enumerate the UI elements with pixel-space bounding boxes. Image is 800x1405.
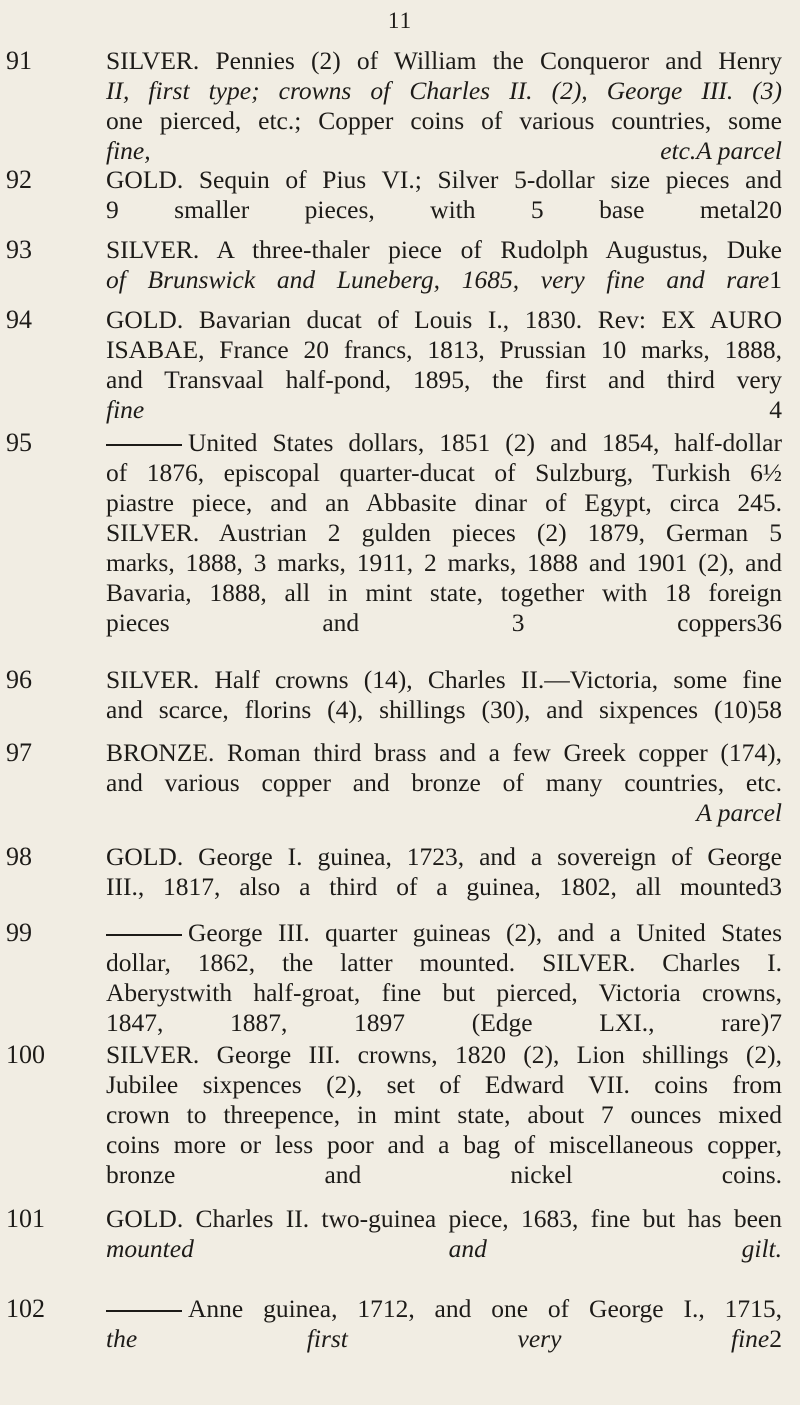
lot-number: 98	[6, 842, 32, 871]
ditto-dash	[106, 444, 182, 446]
lot-number: 96	[6, 665, 32, 694]
lot-description	[106, 1294, 782, 1354]
ditto-dash	[106, 1310, 182, 1312]
lot-quantity: 20	[756, 195, 782, 224]
lot-number: 95	[6, 428, 32, 457]
lot-line: GOLD. Bavarian ducat of Louis I., 1830. Rev: EX AURO	[106, 305, 782, 334]
lot-description	[106, 305, 782, 425]
page-number: 11	[387, 8, 413, 33]
lot-quantity: A parcel	[696, 798, 782, 827]
lot-line: Jubilee sixpences (2), set of Edward VII. coins from	[106, 1070, 782, 1099]
lot-line: one pierced, etc.; Copper coins of various countries, some	[106, 106, 782, 135]
lot-line: George III. quarter guineas (2), and a United States	[188, 918, 782, 947]
ditto-dash	[106, 934, 182, 936]
lot-line: of Brunswick and Luneberg, 1685, very fine and rare	[106, 265, 770, 294]
lot-description	[106, 918, 782, 1038]
lot-line: fine	[106, 395, 145, 424]
lot-line: SILVER. Austrian 2 gulden pieces (2) 1879, German 5	[106, 518, 782, 547]
lot-line: GOLD. Sequin of Pius VI.; Silver 5-dollar size pieces and	[106, 165, 782, 194]
lot-quantity: 7	[769, 1008, 782, 1037]
lot-line: II, first type; crowns of Charles II. (2), George III. (3)	[106, 76, 782, 105]
lot-line: III., 1817, also a third of a guinea, 1802, all mounted	[106, 872, 770, 901]
lot-line: ISABAE, France 20 francs, 1813, Prussian 10 marks, 1888,	[106, 335, 782, 364]
lot-line: crown to threepence, in mint state, about 7 ounces mixed	[106, 1100, 782, 1129]
lot-line: 9 smaller pieces, with 5 base metal	[106, 195, 757, 224]
lot-description	[106, 1204, 782, 1264]
lot-number: 93	[6, 235, 32, 264]
lot-line: SILVER. George III. crowns, 1820 (2), Lion shillings (2),	[106, 1040, 782, 1069]
lot-line: and Transvaal half-pond, 1895, the first and third very	[106, 365, 782, 394]
lot-quantity: 36	[756, 608, 782, 637]
lot-number: 100	[6, 1040, 45, 1069]
lot-line: fine, etc.	[106, 136, 697, 165]
lot-line: Aberystwith half-groat, fine but pierced, Victoria crowns,	[106, 978, 782, 1007]
lot-line: the first very fine	[106, 1324, 770, 1353]
lot-line: and scarce, florins (4), shillings (30), and sixpences (10)	[106, 695, 757, 724]
lot-line: Anne guinea, 1712, and one of George I., 1715,	[188, 1294, 782, 1323]
lot-quantity: 3	[769, 872, 782, 901]
lot-description	[106, 235, 782, 295]
lot-number: 101	[6, 1204, 45, 1233]
lot-line: dollar, 1862, the latter mounted. SILVER. Charles I.	[106, 948, 782, 977]
lot-description	[106, 738, 782, 828]
lot-quantity: A parcel	[696, 136, 782, 165]
lot-quantity: 1	[769, 265, 782, 294]
lot-line: coins more or less poor and a bag of miscellaneous copper,	[106, 1130, 782, 1159]
lot-line: and various copper and bronze of many countries, etc.	[106, 768, 782, 797]
lot-line: SILVER. A three-thaler piece of Rudolph Augustus, Duke	[106, 235, 782, 264]
lot-description	[106, 842, 782, 902]
lot-line: pieces and 3 coppers	[106, 608, 757, 637]
lot-quantity: 2	[769, 1324, 782, 1353]
lot-line: BRONZE. Roman third brass and a few Greek copper (174),	[106, 738, 782, 767]
lot-number: 91	[6, 46, 32, 75]
lot-line: GOLD. George I. guinea, 1723, and a sovereign of George	[106, 842, 782, 871]
lot-quantity: 58	[756, 695, 782, 724]
lot-line: marks, 1888, 3 marks, 1911, 2 marks, 1888 and 1901 (2), and	[106, 548, 782, 577]
lot-description	[106, 428, 782, 638]
lot-line: bronze and nickel coins.	[106, 1160, 782, 1189]
lot-description	[106, 1040, 782, 1190]
lot-quantity: 4	[769, 395, 782, 424]
lot-line: SILVER. Pennies (2) of William the Conqueror and Henry	[106, 46, 782, 75]
lot-line: mounted and gilt.	[106, 1234, 782, 1263]
lot-number: 99	[6, 918, 32, 947]
lot-line: United States dollars, 1851 (2) and 1854, half-dollar	[188, 428, 782, 457]
lot-number: 102	[6, 1294, 45, 1323]
lot-number: 97	[6, 738, 32, 767]
lot-line: SILVER. Half crowns (14), Charles II.—Victoria, some fine	[106, 665, 782, 694]
lot-line: 1847, 1887, 1897 (Edge LXI., rare)	[106, 1008, 770, 1037]
lot-description	[106, 46, 782, 166]
lot-line: GOLD. Charles II. two-guinea piece, 1683, fine but has been	[106, 1204, 782, 1233]
lot-line: of 1876, episcopal quarter-ducat of Sulzburg, Turkish 6½	[106, 458, 782, 487]
lot-line: piastre piece, and an Abbasite dinar of Egypt, circa 245.	[106, 488, 782, 517]
lot-number: 92	[6, 165, 32, 194]
lot-line: Bavaria, 1888, all in mint state, together with 18 foreign	[106, 578, 782, 607]
lot-description	[106, 665, 782, 725]
lot-number: 94	[6, 305, 32, 334]
lot-description	[106, 165, 782, 225]
